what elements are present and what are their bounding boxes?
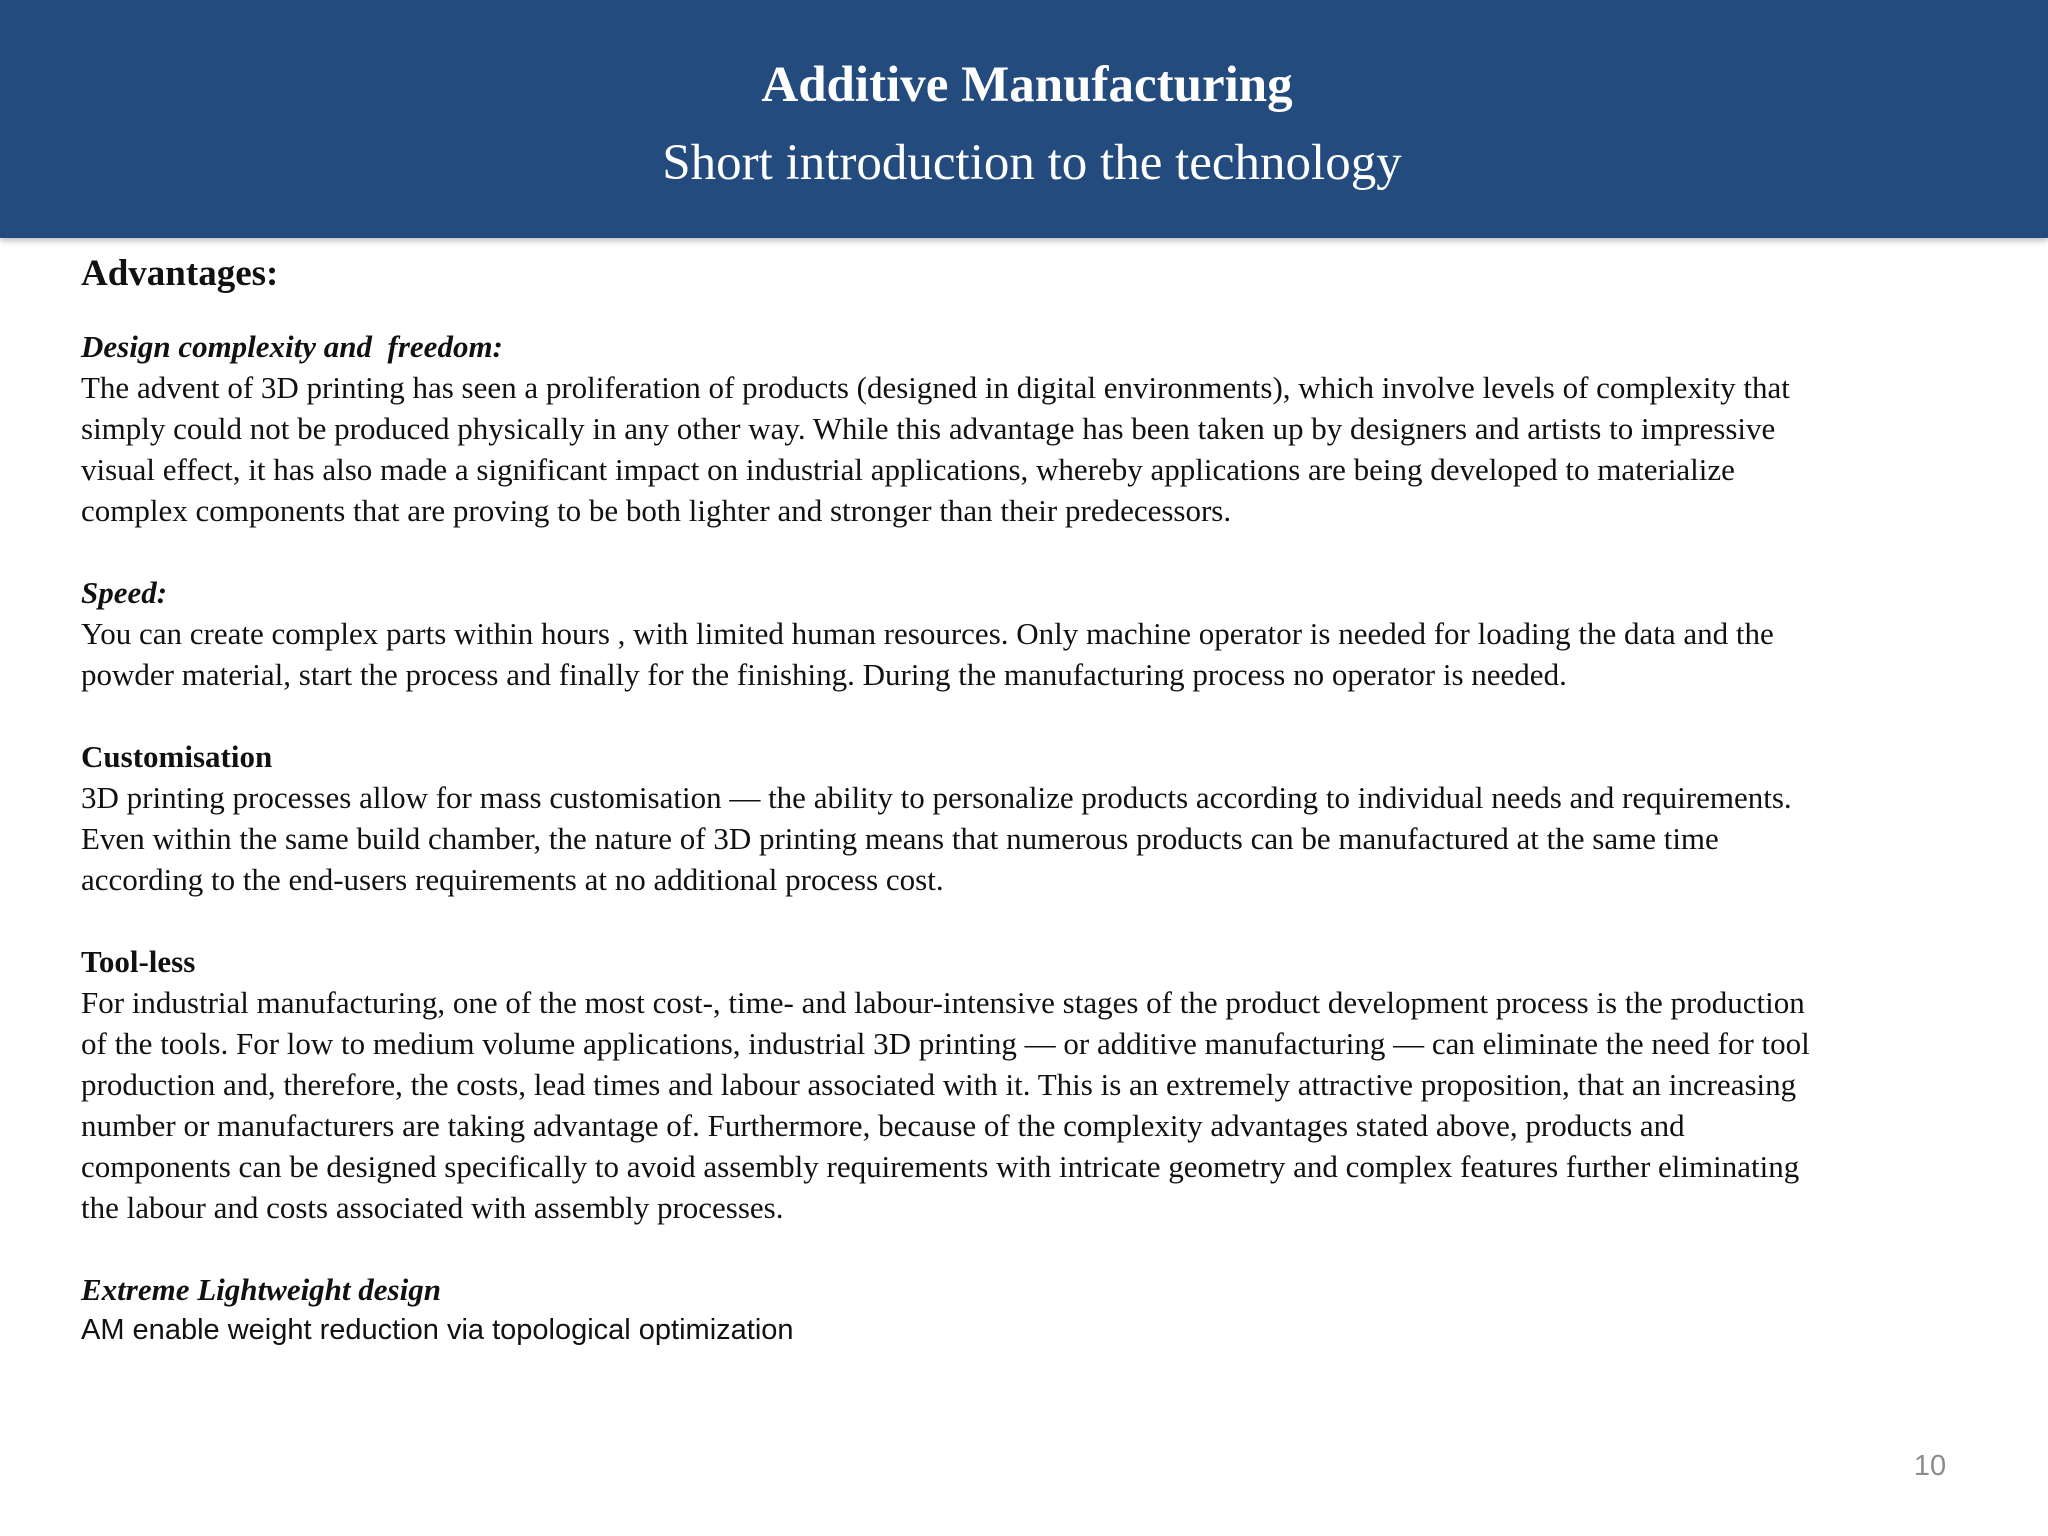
advantage-title: Speed: (81, 575, 168, 610)
advantage-text-line: number or manufacturers are taking advantage of. Furthermore, because of the complexity advantages stated above, products and (81, 1108, 1685, 1143)
slide-subtitle: Short introduction to the technology (662, 135, 1402, 191)
advantage-text-line: Even within the same build chamber, the nature of 3D printing means that numerous products can be manufactured at the same time (81, 821, 1719, 856)
advantage-customisation (81, 736, 2016, 900)
advantage-lightweight-design (81, 1269, 2016, 1351)
advantage-tool-less (81, 941, 2016, 1228)
advantage-text-line: simply could not be produced physically in any other way. While this advantage has been taken up by designers and artists to impressive (81, 411, 1776, 446)
advantage-text-line: You can create complex parts within hours , with limited human resources. Only machine operator is needed for loading the data and the (81, 616, 1774, 651)
advantage-text-line: The advent of 3D printing has seen a proliferation of products (designed in digital environments), which involve levels of complexity that (81, 370, 1790, 405)
advantage-text-line: For industrial manufacturing, one of the most cost-, time- and labour-intensive stages of the product development process is the production (81, 985, 1805, 1020)
advantage-design-complexity (81, 326, 2016, 531)
title-banner (0, 0, 2048, 238)
section-heading: Advantages: (81, 253, 279, 294)
page-number: 10 (1913, 1450, 1947, 1482)
slide-title: Additive Manufacturing (761, 57, 1293, 113)
advantage-text-line: powder material, start the process and finally for the finishing. During the manufacturing process no operator is needed. (81, 657, 1567, 692)
advantage-text-line: complex components that are proving to be both lighter and stronger than their predecessors. (81, 493, 1232, 528)
advantage-text-line: visual effect, it has also made a significant impact on industrial applications, whereby applications are being developed to materialize (81, 452, 1735, 487)
advantage-text-line: AM enable weight reduction via topological optimization (81, 1314, 794, 1346)
advantage-text-line: components can be designed specifically to avoid assembly requirements with intricate geometry and complex features further eliminating (81, 1149, 1800, 1184)
advantage-speed (81, 572, 2016, 695)
advantage-title: Customisation (81, 739, 273, 774)
advantage-text-line: production and, therefore, the costs, lead times and labour associated with it. This is an extremely attractive proposition, that an increasing (81, 1067, 1797, 1102)
advantage-text-line: the labour and costs associated with assembly processes. (81, 1190, 784, 1225)
slide-body (81, 244, 2016, 1392)
advantage-text-line: according to the end-users requirements at no additional process cost. (81, 862, 944, 897)
advantage-text-line: 3D printing processes allow for mass customisation — the ability to personalize products according to individual needs and requirements. (81, 780, 1792, 815)
advantage-title: Tool-less (81, 944, 196, 979)
advantage-title: Extreme Lightweight design (81, 1272, 441, 1307)
advantage-text-line: of the tools. For low to medium volume applications, industrial 3D printing — or additive manufacturing — can eliminate the need for tool (81, 1026, 1810, 1061)
advantage-title: Design complexity and freedom: (81, 329, 503, 364)
